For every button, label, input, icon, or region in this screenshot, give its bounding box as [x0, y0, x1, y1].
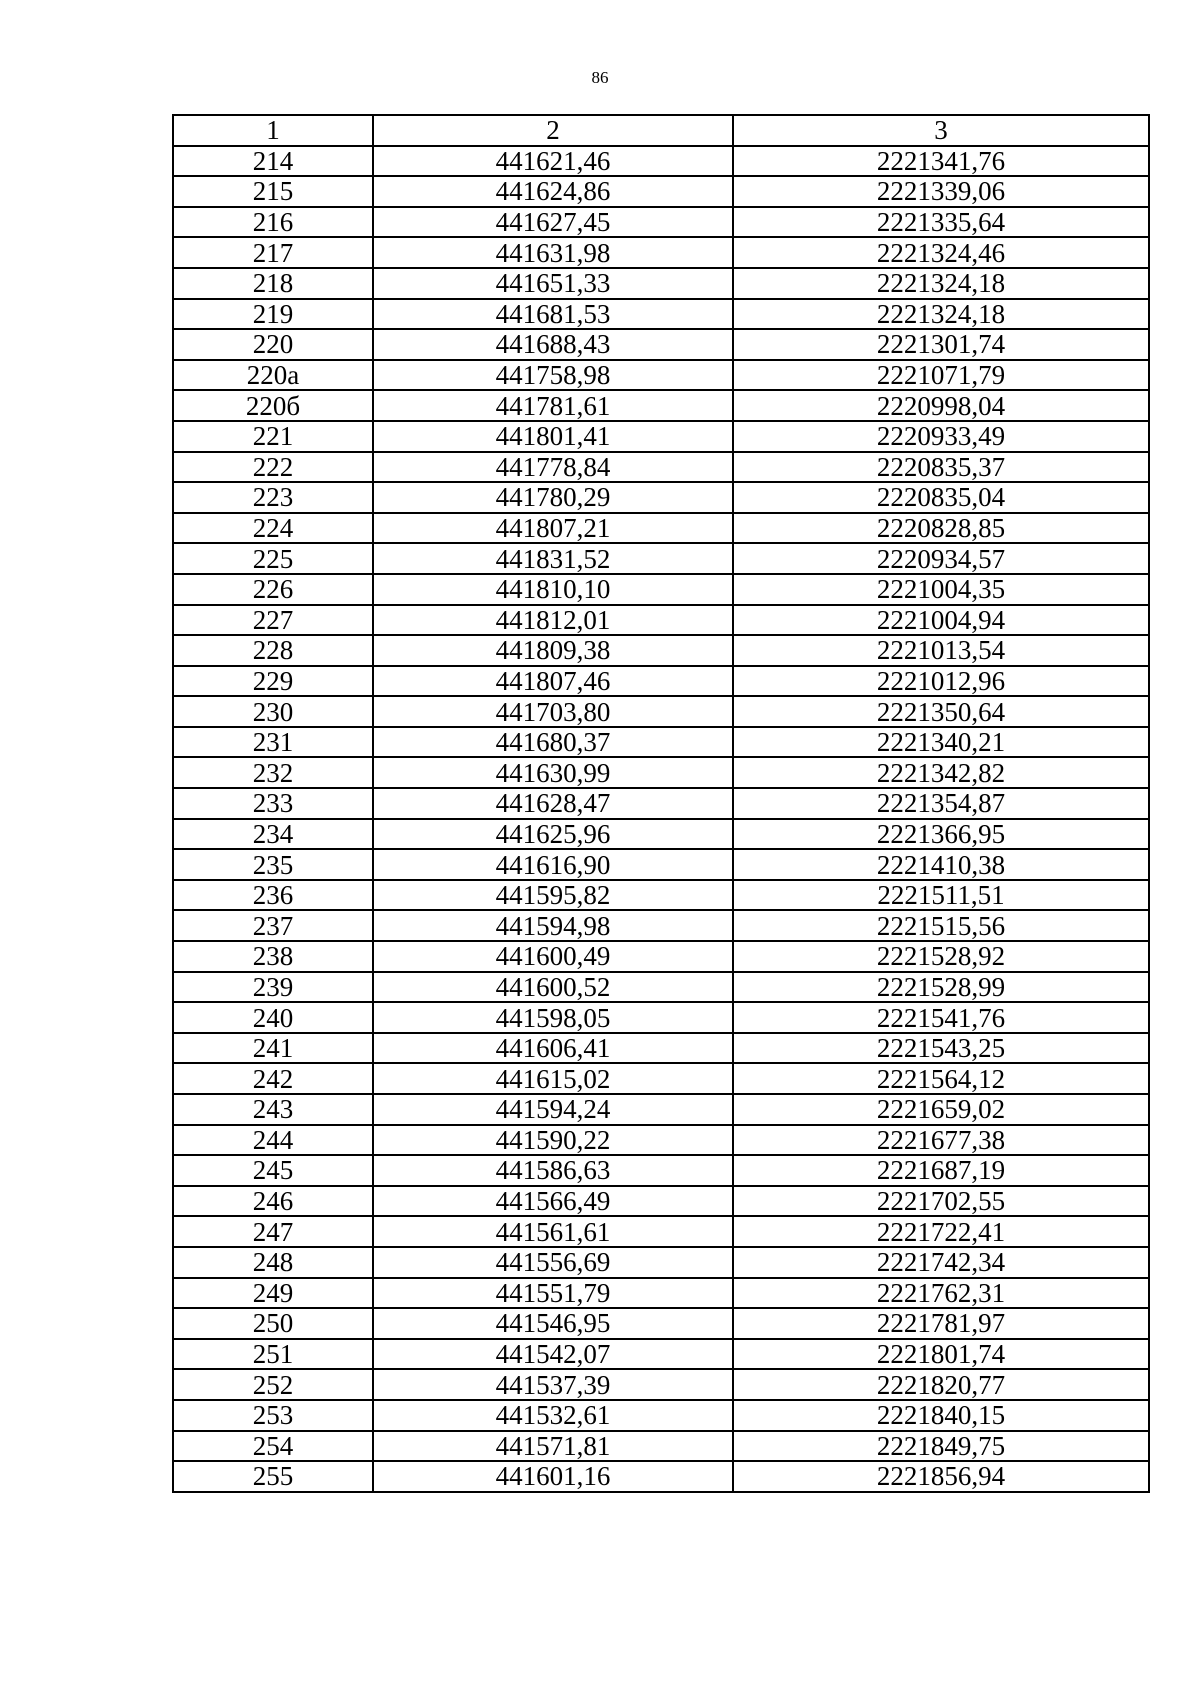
table-row [173, 635, 1149, 666]
table-row [173, 1431, 1149, 1462]
table-row [173, 390, 1149, 421]
cell-point-number: 236 [173, 880, 373, 911]
header-cell-point: 1 [173, 115, 373, 146]
cell-y-coordinate: 2221849,75 [733, 1431, 1149, 1462]
cell-y-coordinate: 2221012,96 [733, 666, 1149, 697]
cell-x-coordinate: 441551,79 [373, 1278, 733, 1309]
cell-y-coordinate: 2221324,46 [733, 237, 1149, 268]
cell-x-coordinate: 441778,84 [373, 452, 733, 483]
cell-x-coordinate: 441625,96 [373, 819, 733, 850]
cell-point-number: 231 [173, 727, 373, 758]
table-row [173, 1033, 1149, 1064]
cell-point-number: 216 [173, 207, 373, 238]
cell-x-coordinate: 441601,16 [373, 1461, 733, 1492]
cell-y-coordinate: 2221339,06 [733, 176, 1149, 207]
cell-y-coordinate: 2221335,64 [733, 207, 1149, 238]
cell-y-coordinate: 2221342,82 [733, 757, 1149, 788]
cell-x-coordinate: 441624,86 [373, 176, 733, 207]
cell-x-coordinate: 441807,21 [373, 513, 733, 544]
cell-x-coordinate: 441630,99 [373, 757, 733, 788]
cell-x-coordinate: 441600,52 [373, 972, 733, 1003]
table-row [173, 574, 1149, 605]
cell-x-coordinate: 441810,10 [373, 574, 733, 605]
cell-x-coordinate: 441621,46 [373, 146, 733, 177]
cell-point-number: 223 [173, 482, 373, 513]
cell-x-coordinate: 441571,81 [373, 1431, 733, 1462]
cell-x-coordinate: 441546,95 [373, 1308, 733, 1339]
cell-y-coordinate: 2221004,35 [733, 574, 1149, 605]
cell-point-number: 237 [173, 910, 373, 941]
cell-x-coordinate: 441594,98 [373, 910, 733, 941]
cell-x-coordinate: 441586,63 [373, 1155, 733, 1186]
cell-y-coordinate: 2221564,12 [733, 1063, 1149, 1094]
cell-point-number: 249 [173, 1278, 373, 1309]
cell-y-coordinate: 2221341,76 [733, 146, 1149, 177]
cell-point-number: 248 [173, 1247, 373, 1278]
cell-x-coordinate: 441532,61 [373, 1400, 733, 1431]
table-row [173, 757, 1149, 788]
coordinates-table [172, 114, 1150, 1493]
cell-x-coordinate: 441556,69 [373, 1247, 733, 1278]
cell-x-coordinate: 441627,45 [373, 207, 733, 238]
table-row [173, 1094, 1149, 1125]
cell-point-number: 252 [173, 1369, 373, 1400]
cell-point-number: 227 [173, 605, 373, 636]
cell-y-coordinate: 2221354,87 [733, 788, 1149, 819]
cell-x-coordinate: 441812,01 [373, 605, 733, 636]
cell-x-coordinate: 441801,41 [373, 421, 733, 452]
cell-y-coordinate: 2221366,95 [733, 819, 1149, 850]
cell-point-number: 219 [173, 299, 373, 330]
cell-point-number: 235 [173, 849, 373, 880]
table-row [173, 819, 1149, 850]
cell-x-coordinate: 441831,52 [373, 543, 733, 574]
cell-y-coordinate: 2221410,38 [733, 849, 1149, 880]
cell-point-number: 247 [173, 1216, 373, 1247]
table-row [173, 1461, 1149, 1492]
cell-point-number: 239 [173, 972, 373, 1003]
table-row [173, 1278, 1149, 1309]
cell-point-number: 242 [173, 1063, 373, 1094]
cell-y-coordinate: 2221004,94 [733, 605, 1149, 636]
coordinates-table-body [173, 115, 1149, 1492]
header-cell-y: 3 [733, 115, 1149, 146]
table-row [173, 268, 1149, 299]
table-row [173, 1125, 1149, 1156]
cell-y-coordinate: 2221687,19 [733, 1155, 1149, 1186]
cell-y-coordinate: 2221742,34 [733, 1247, 1149, 1278]
cell-y-coordinate: 2220835,37 [733, 452, 1149, 483]
table-row [173, 1369, 1149, 1400]
cell-y-coordinate: 2221781,97 [733, 1308, 1149, 1339]
table-row [173, 452, 1149, 483]
cell-point-number: 220б [173, 390, 373, 421]
cell-y-coordinate: 2221350,64 [733, 696, 1149, 727]
table-row [173, 849, 1149, 880]
cell-y-coordinate: 2221511,51 [733, 880, 1149, 911]
cell-x-coordinate: 441595,82 [373, 880, 733, 911]
cell-y-coordinate: 2221324,18 [733, 299, 1149, 330]
cell-point-number: 224 [173, 513, 373, 544]
table-row [173, 360, 1149, 391]
cell-point-number: 243 [173, 1094, 373, 1125]
cell-point-number: 233 [173, 788, 373, 819]
table-row [173, 727, 1149, 758]
table-row [173, 880, 1149, 911]
header-cell-x: 2 [373, 115, 733, 146]
cell-y-coordinate: 2221340,21 [733, 727, 1149, 758]
cell-point-number: 234 [173, 819, 373, 850]
cell-x-coordinate: 441561,61 [373, 1216, 733, 1247]
table-row [173, 1186, 1149, 1217]
cell-y-coordinate: 2221071,79 [733, 360, 1149, 391]
cell-x-coordinate: 441606,41 [373, 1033, 733, 1064]
cell-y-coordinate: 2221543,25 [733, 1033, 1149, 1064]
cell-y-coordinate: 2221528,99 [733, 972, 1149, 1003]
cell-point-number: 218 [173, 268, 373, 299]
table-row [173, 666, 1149, 697]
table-row [173, 1400, 1149, 1431]
cell-point-number: 215 [173, 176, 373, 207]
cell-point-number: 217 [173, 237, 373, 268]
table-row [173, 941, 1149, 972]
cell-y-coordinate: 2221013,54 [733, 635, 1149, 666]
cell-point-number: 238 [173, 941, 373, 972]
cell-x-coordinate: 441628,47 [373, 788, 733, 819]
cell-point-number: 241 [173, 1033, 373, 1064]
table-row [173, 910, 1149, 941]
cell-y-coordinate: 2221762,31 [733, 1278, 1149, 1309]
cell-x-coordinate: 441594,24 [373, 1094, 733, 1125]
table-row [173, 513, 1149, 544]
table-row [173, 176, 1149, 207]
cell-point-number: 214 [173, 146, 373, 177]
cell-point-number: 251 [173, 1339, 373, 1370]
cell-x-coordinate: 441600,49 [373, 941, 733, 972]
cell-point-number: 220а [173, 360, 373, 391]
cell-y-coordinate: 2220835,04 [733, 482, 1149, 513]
cell-point-number: 226 [173, 574, 373, 605]
cell-point-number: 232 [173, 757, 373, 788]
cell-point-number: 244 [173, 1125, 373, 1156]
cell-y-coordinate: 2221324,18 [733, 268, 1149, 299]
table-row [173, 1002, 1149, 1033]
cell-y-coordinate: 2220828,85 [733, 513, 1149, 544]
cell-point-number: 245 [173, 1155, 373, 1186]
cell-x-coordinate: 441651,33 [373, 268, 733, 299]
cell-x-coordinate: 441542,07 [373, 1339, 733, 1370]
cell-point-number: 255 [173, 1461, 373, 1492]
cell-point-number: 230 [173, 696, 373, 727]
table-row [173, 237, 1149, 268]
page-number: 86 [591, 68, 609, 87]
cell-point-number: 229 [173, 666, 373, 697]
header-row [173, 115, 1149, 146]
table-row [173, 421, 1149, 452]
table-row [173, 1339, 1149, 1370]
cell-y-coordinate: 2220934,57 [733, 543, 1149, 574]
table-row [173, 1247, 1149, 1278]
cell-x-coordinate: 441566,49 [373, 1186, 733, 1217]
table-row [173, 299, 1149, 330]
cell-y-coordinate: 2221301,74 [733, 329, 1149, 360]
cell-y-coordinate: 2221722,41 [733, 1216, 1149, 1247]
cell-x-coordinate: 441780,29 [373, 482, 733, 513]
table-row [173, 207, 1149, 238]
table-row [173, 1063, 1149, 1094]
cell-x-coordinate: 441537,39 [373, 1369, 733, 1400]
cell-y-coordinate: 2221801,74 [733, 1339, 1149, 1370]
cell-x-coordinate: 441681,53 [373, 299, 733, 330]
cell-x-coordinate: 441807,46 [373, 666, 733, 697]
cell-point-number: 228 [173, 635, 373, 666]
cell-x-coordinate: 441615,02 [373, 1063, 733, 1094]
table-row [173, 696, 1149, 727]
table-row [173, 543, 1149, 574]
cell-y-coordinate: 2221677,38 [733, 1125, 1149, 1156]
cell-x-coordinate: 441616,90 [373, 849, 733, 880]
cell-y-coordinate: 2221659,02 [733, 1094, 1149, 1125]
cell-y-coordinate: 2221528,92 [733, 941, 1149, 972]
cell-y-coordinate: 2221515,56 [733, 910, 1149, 941]
cell-x-coordinate: 441781,61 [373, 390, 733, 421]
table-row [173, 972, 1149, 1003]
cell-x-coordinate: 441680,37 [373, 727, 733, 758]
cell-x-coordinate: 441758,98 [373, 360, 733, 391]
table-row [173, 1155, 1149, 1186]
table-row [173, 482, 1149, 513]
cell-point-number: 254 [173, 1431, 373, 1462]
cell-point-number: 222 [173, 452, 373, 483]
cell-point-number: 225 [173, 543, 373, 574]
cell-point-number: 253 [173, 1400, 373, 1431]
cell-point-number: 221 [173, 421, 373, 452]
table-row [173, 1308, 1149, 1339]
table-row [173, 788, 1149, 819]
cell-y-coordinate: 2221820,77 [733, 1369, 1149, 1400]
table-row [173, 329, 1149, 360]
cell-y-coordinate: 2221541,76 [733, 1002, 1149, 1033]
cell-point-number: 220 [173, 329, 373, 360]
cell-point-number: 250 [173, 1308, 373, 1339]
cell-x-coordinate: 441703,80 [373, 696, 733, 727]
cell-y-coordinate: 2221702,55 [733, 1186, 1149, 1217]
cell-y-coordinate: 2221856,94 [733, 1461, 1149, 1492]
cell-x-coordinate: 441809,38 [373, 635, 733, 666]
cell-y-coordinate: 2221840,15 [733, 1400, 1149, 1431]
table-row [173, 605, 1149, 636]
cell-y-coordinate: 2220933,49 [733, 421, 1149, 452]
cell-y-coordinate: 2220998,04 [733, 390, 1149, 421]
cell-x-coordinate: 441590,22 [373, 1125, 733, 1156]
cell-point-number: 246 [173, 1186, 373, 1217]
cell-point-number: 240 [173, 1002, 373, 1033]
cell-x-coordinate: 441598,05 [373, 1002, 733, 1033]
table-row [173, 1216, 1149, 1247]
cell-x-coordinate: 441688,43 [373, 329, 733, 360]
table-row [173, 146, 1149, 177]
cell-x-coordinate: 441631,98 [373, 237, 733, 268]
